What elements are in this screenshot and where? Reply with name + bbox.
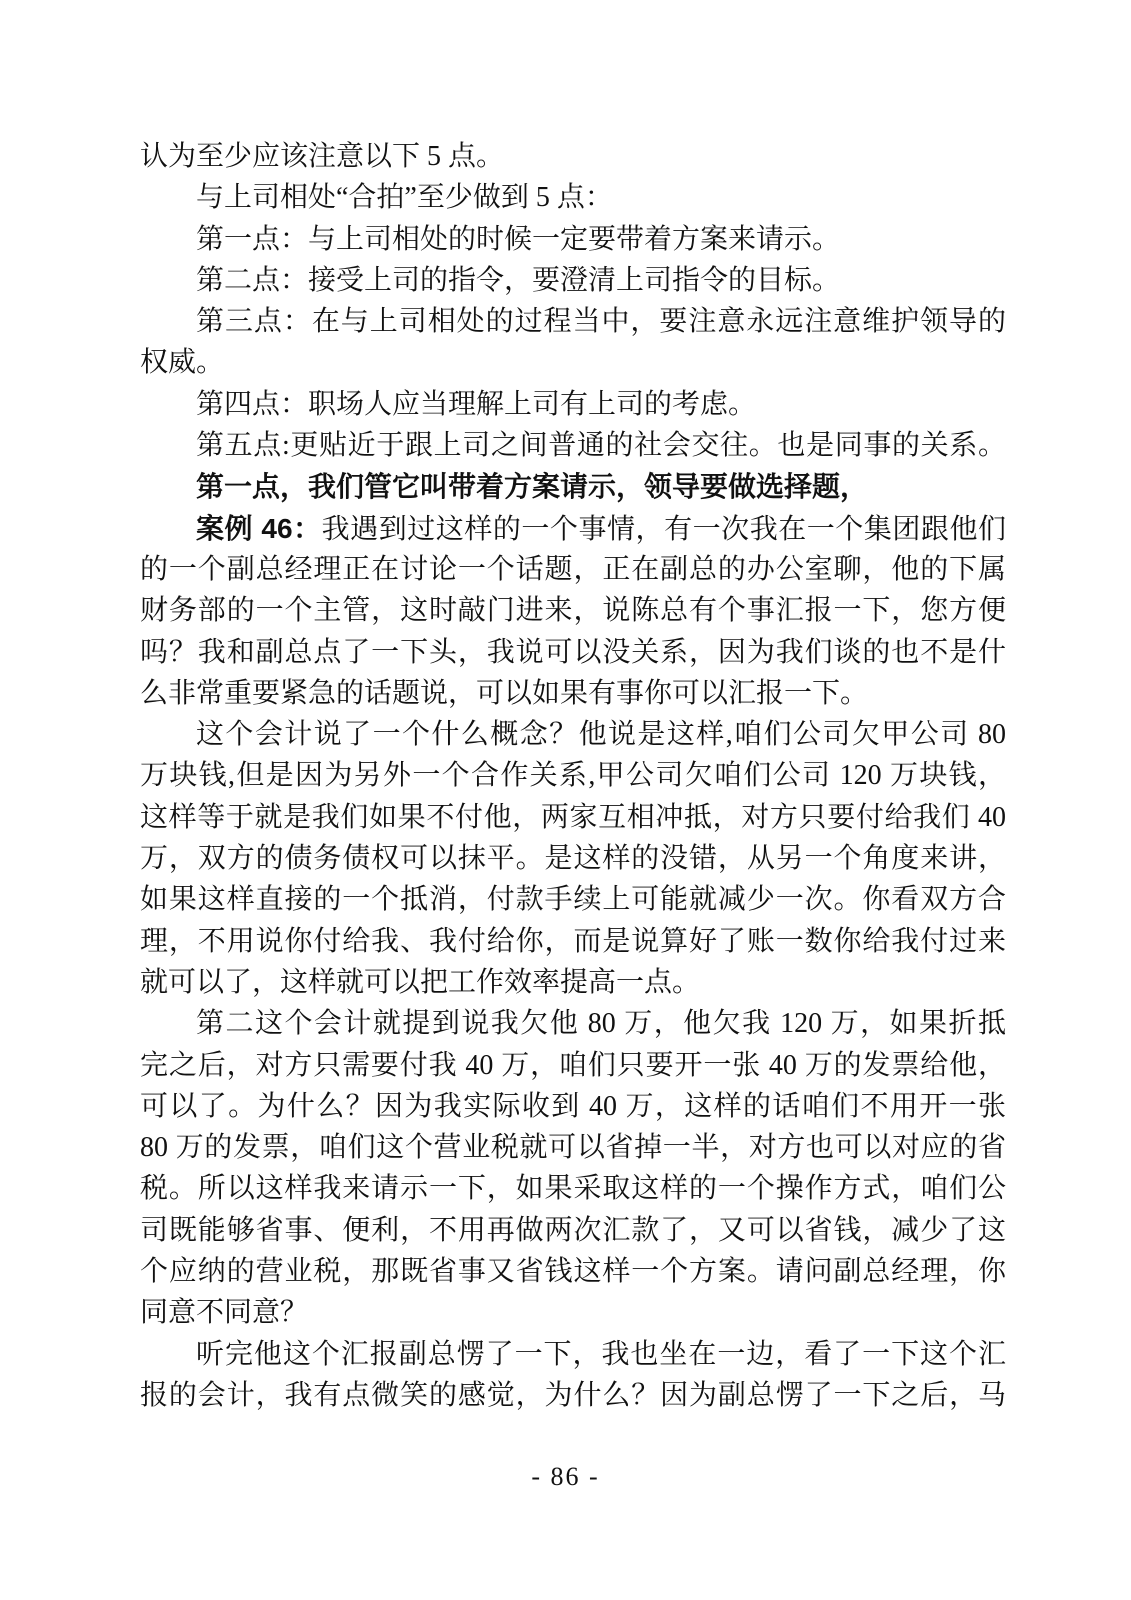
line-text: 第五点:更贴近于跟上司之间普通的社会交往。也是同事的关系。 bbox=[196, 430, 1006, 462]
text-line bbox=[140, 1375, 1006, 1416]
line-text: 第二这个会计就提到说我欠他 80 万，他欠我 120 万，如果折抵 bbox=[196, 1008, 1006, 1040]
line-text: 报的会计，我有点微笑的感觉，为什么？因为副总愣了一下之后，马 bbox=[140, 1379, 1006, 1411]
line-text: 认为至少应该注意以下 5 点。 bbox=[140, 141, 505, 172]
page-number: - 86 - bbox=[531, 1462, 600, 1491]
line-text: 权威。 bbox=[140, 347, 225, 379]
line-text: 这个会计说了一个什么概念？他说是这样,咱们公司欠甲公司 80 bbox=[196, 719, 1006, 751]
text-line bbox=[140, 219, 1006, 260]
text-line bbox=[140, 1168, 1006, 1209]
line-text: 如果这样直接的一个抵消，付款手续上可能就减少一次。你看双方合 bbox=[140, 884, 1006, 916]
text-line bbox=[140, 260, 1006, 301]
line-text: 可以了。为什么？因为我实际收到 40 万，这样的话咱们不用开一张 bbox=[140, 1090, 1006, 1122]
line-text: 就可以了，这样就可以把工作效率提高一点。 bbox=[140, 966, 701, 998]
text-line bbox=[140, 755, 1006, 796]
text-line bbox=[140, 177, 1006, 218]
line-text: 第三点：在与上司相处的过程当中，要注意永远注意维护领导的 bbox=[196, 306, 1006, 338]
text-line bbox=[140, 797, 1006, 838]
line-text: 吗？我和副总点了一下头，我说可以没关系，因为我们谈的也不是什 bbox=[140, 636, 1006, 668]
line-text: 税。所以这样我来请示一下，如果采取这样的一个操作方式，咱们公 bbox=[140, 1173, 1006, 1205]
text-line bbox=[140, 508, 1006, 549]
text-line bbox=[140, 1251, 1006, 1292]
line-text: 个应纳的营业税，那既省事又省钱这样一个方案。请问副总经理，你 bbox=[140, 1256, 1006, 1288]
text-line bbox=[140, 1127, 1006, 1168]
line-text: 第二点：接受上司的指令，要澄清上司指令的目标。 bbox=[196, 264, 841, 296]
line-text: 万，双方的债务债权可以抹平。是这样的没错，从另一个角度来讲， bbox=[140, 843, 1006, 875]
text-line bbox=[140, 1292, 1006, 1333]
text-line bbox=[140, 1086, 1006, 1127]
text-line bbox=[140, 301, 1006, 342]
text-line bbox=[140, 425, 1006, 466]
text-line bbox=[140, 673, 1006, 714]
line-text: 与上司相处“合拍”至少做到 5 点： bbox=[196, 182, 613, 214]
text-line bbox=[140, 466, 1006, 507]
line-text: 完之后，对方只需要付我 40 万，咱们只要开一张 40 万的发票给他， bbox=[140, 1049, 1006, 1081]
text-line bbox=[140, 1334, 1006, 1375]
line-text: 这样等于就是我们如果不付他，两家互相冲抵，对方只要付给我们 40 bbox=[140, 801, 1006, 833]
text-line bbox=[140, 384, 1006, 425]
text-line bbox=[140, 549, 1006, 590]
text-line bbox=[140, 962, 1006, 1003]
text-line bbox=[140, 632, 1006, 673]
line-text: 司既能够省事、便利，不用再做两次汇款了，又可以省钱，减少了这 bbox=[140, 1214, 1006, 1246]
text-line bbox=[140, 921, 1006, 962]
line-text: 理，不用说你付给我、我付给你，而是说算好了账一数你给我付过来 bbox=[140, 925, 1006, 957]
line-text: 的一个副总经理正在讨论一个话题，正在副总的办公室聊，他的下属 bbox=[140, 553, 1006, 585]
text-line bbox=[140, 879, 1006, 920]
line-text: 财务部的一个主管，这时敲门进来，说陈总有个事汇报一下，您方便 bbox=[140, 595, 1006, 627]
page-body bbox=[140, 136, 1006, 1416]
text-line bbox=[140, 1003, 1006, 1044]
text-line bbox=[140, 342, 1006, 383]
line-text: 第四点：职场人应当理解上司有上司的考虑。 bbox=[196, 388, 757, 420]
line-text: 么非常重要紧急的话题说，可以如果有事你可以汇报一下。 bbox=[140, 677, 869, 709]
text-line bbox=[140, 136, 1006, 177]
text-line bbox=[140, 714, 1006, 755]
text-line bbox=[140, 838, 1006, 879]
text-line bbox=[140, 590, 1006, 631]
line-text: 第一点，我们管它叫带着方案请示，领导要做选择题， bbox=[196, 471, 869, 503]
text-line bbox=[140, 1045, 1006, 1086]
line-text: 80 万的发票，咱们这个营业税就可以省掉一半，对方也可以对应的省 bbox=[140, 1132, 1006, 1164]
line-text: 听完他这个汇报副总愣了一下，我也坐在一边，看了一下这个汇 bbox=[196, 1338, 1006, 1370]
line-text: 我遇到过这样的一个事情，有一次我在一个集团跟他们 bbox=[321, 513, 1006, 545]
line-bold-prefix: 案例 46： bbox=[196, 512, 322, 544]
line-text: 万块钱,但是因为另外一个合作关系,甲公司欠咱们公司 120 万块钱， bbox=[140, 760, 1006, 792]
line-text: 第一点：与上司相处的时候一定要带着方案来请示。 bbox=[196, 223, 841, 255]
line-text: 同意不同意？ bbox=[140, 1297, 309, 1329]
text-line bbox=[140, 1210, 1006, 1251]
